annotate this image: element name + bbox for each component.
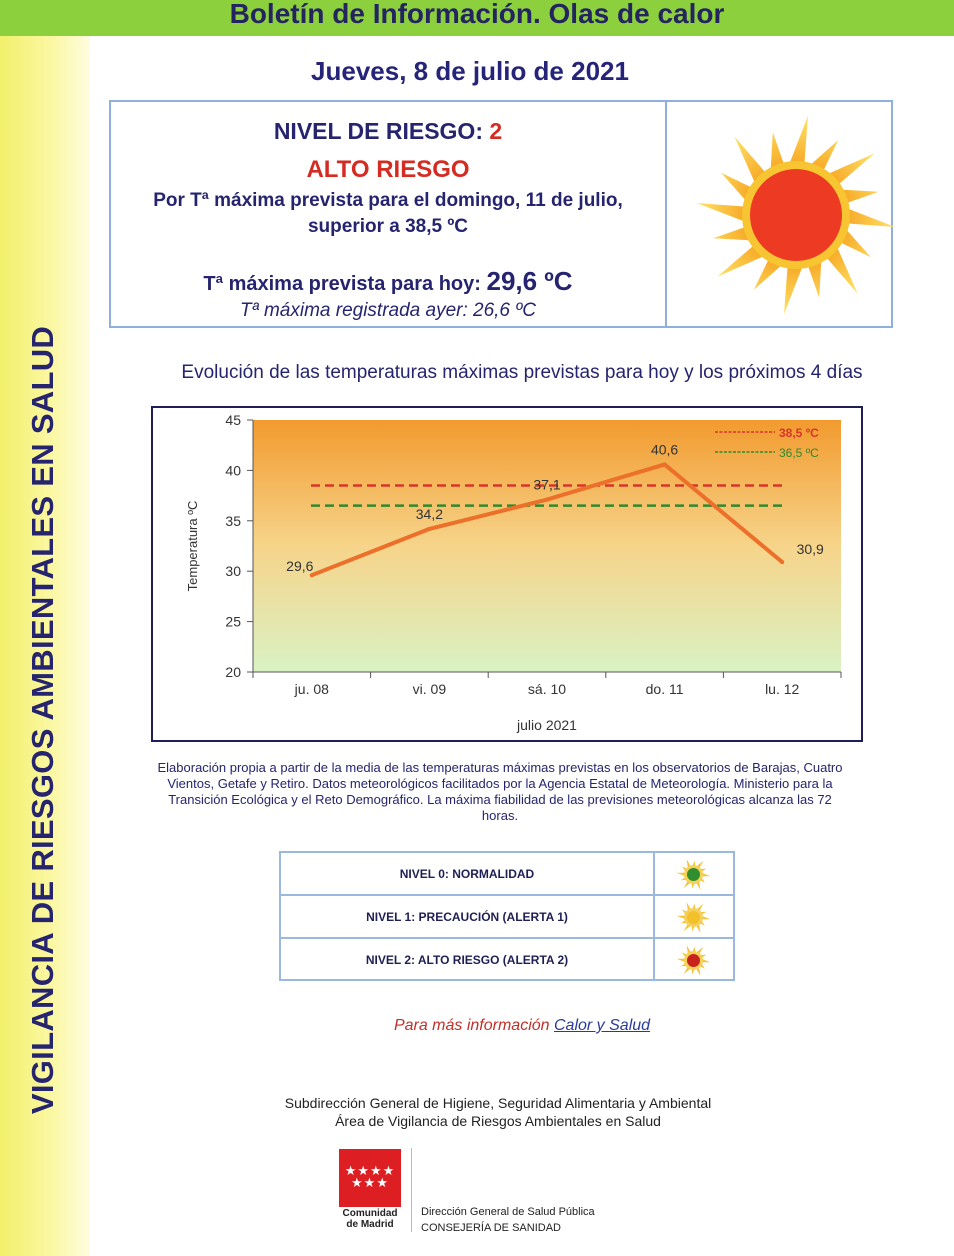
risk-level-label: NIVEL DE RIESGO: xyxy=(273,118,490,144)
risk-reason-line1: Por Tª máxima prevista para el domingo, 11 de julio, xyxy=(153,190,623,211)
sun-icon xyxy=(691,110,901,320)
footer-line2: Área de Vigilancia de Riesgos Ambientales en Salud xyxy=(335,1113,661,1129)
y-tick-label: 25 xyxy=(225,613,241,630)
risk-level-line xyxy=(111,118,665,145)
data-point xyxy=(427,527,431,531)
risk-reason-line2: superior a 38,5 ºC xyxy=(307,216,469,237)
sun-core xyxy=(687,954,700,967)
header-bar xyxy=(0,0,954,36)
sun-core xyxy=(687,868,700,881)
today-max xyxy=(111,266,665,297)
data-point xyxy=(663,462,667,466)
data-label: 40,6 xyxy=(650,441,679,458)
y-tick-label: 35 xyxy=(225,512,241,529)
dir-line1: Dirección General de Salud Pública xyxy=(421,1206,595,1218)
data-label: 34,2 xyxy=(415,505,444,522)
y-tick-label: 20 xyxy=(225,664,241,680)
sun-core xyxy=(687,911,700,924)
comunidad-madrid-logo xyxy=(339,1149,401,1207)
y-tick-label: 30 xyxy=(225,563,241,580)
legend-label: 36,5 ºC xyxy=(779,446,819,460)
level-label: NIVEL 1: PRECAUCIÓN (ALERTA 1) xyxy=(366,910,568,924)
level-label: NIVEL 2: ALTO RIESGO (ALERTA 2) xyxy=(365,953,569,967)
y-axis-label: Temperatura ºC xyxy=(185,500,200,592)
today-max-value: 29,6 ºC xyxy=(486,266,573,296)
chart-title: Evolución de las temperaturas máximas previstas para hoy y los próximos 4 días xyxy=(181,362,863,383)
chart-canvas xyxy=(153,408,861,740)
today-max-label: Tª máxima prevista para hoy: xyxy=(203,273,487,295)
sidebar-band xyxy=(0,0,90,1256)
risk-divider xyxy=(665,102,667,326)
logo-line2: de Madrid xyxy=(346,1219,394,1230)
methodology-note: Elaboración propia a partir de la media de las temperaturas máximas previstas en los observatorios de Barajas, Cuatro Vientos, Getafe y Retiro. Datos meteorológicos facilitados por la Agencia Estatal de Meteorología. Ministerio para la Transición Ecológica y el Reto Demográfico. La máxima fiabilidad de las previsiones meteorológicas alcanza las 72 horas. xyxy=(157,760,843,823)
dir-line2: CONSEJERÍA DE SANIDAD xyxy=(421,1222,561,1234)
sun-ray xyxy=(784,262,804,314)
logo-divider xyxy=(411,1148,412,1232)
risk-reason xyxy=(111,188,665,240)
x-tick-label: ju. 08 xyxy=(294,681,329,697)
more-info-prefix: Para más información xyxy=(393,1017,554,1034)
sun-red-icon xyxy=(654,939,733,982)
calor-y-salud-link[interactable]: Calor y Salud xyxy=(554,1017,651,1034)
x-axis-label: julio 2021 xyxy=(517,717,577,733)
logo-text xyxy=(332,1208,408,1230)
x-tick-label: sá. 10 xyxy=(527,681,567,697)
level-label: NIVEL 0: NORMALIDAD xyxy=(399,867,535,881)
risk-status: ALTO RIESGO xyxy=(306,156,470,183)
sun-green-icon xyxy=(654,853,733,896)
stars-icon: ★★★★ ★★★ xyxy=(344,1163,396,1190)
data-point xyxy=(780,560,784,564)
footer-department xyxy=(90,1094,906,1130)
data-label: 37,1 xyxy=(533,476,561,493)
sidebar-title: VIGILANCIA DE RIESGOS AMBIENTALES EN SALUD xyxy=(25,325,60,1115)
level-row xyxy=(281,853,733,896)
sun-yellow-icon xyxy=(654,896,733,939)
sun-ray xyxy=(843,207,895,227)
level-row xyxy=(281,939,733,982)
levels-table xyxy=(279,851,735,981)
sun-ray xyxy=(788,116,808,168)
x-tick-label: vi. 09 xyxy=(412,681,447,697)
plot-area xyxy=(253,420,841,672)
y-tick-label: 45 xyxy=(225,412,241,428)
directorate xyxy=(421,1204,595,1236)
risk-summary xyxy=(111,102,665,326)
footer-line1: Subdirección General de Higiene, Seguridad Alimentaria y Ambiental xyxy=(284,1095,712,1111)
bulletin-date: Jueves, 8 de julio de 2021 xyxy=(311,56,629,86)
logo-line1: Comunidad xyxy=(342,1208,398,1219)
yesterday-max: Tª máxima registrada ayer: 26,6 ºC xyxy=(240,300,536,321)
x-tick-label: do. 11 xyxy=(645,681,684,697)
risk-level-value: 2 xyxy=(489,118,503,144)
header-title: Boletín de Información. Olas de calor xyxy=(229,0,725,29)
y-tick-label: 40 xyxy=(225,462,241,479)
data-label: 29,6 xyxy=(286,558,314,575)
x-tick-label: lu. 12 xyxy=(765,681,800,697)
temperature-chart xyxy=(151,406,863,742)
risk-box xyxy=(109,100,893,328)
legend-label: 38,5 ºC xyxy=(779,426,819,440)
data-label: 30,9 xyxy=(796,541,824,558)
sun-ray xyxy=(697,203,749,223)
more-info xyxy=(90,1017,954,1035)
data-point xyxy=(545,498,549,502)
level-row xyxy=(281,896,733,939)
